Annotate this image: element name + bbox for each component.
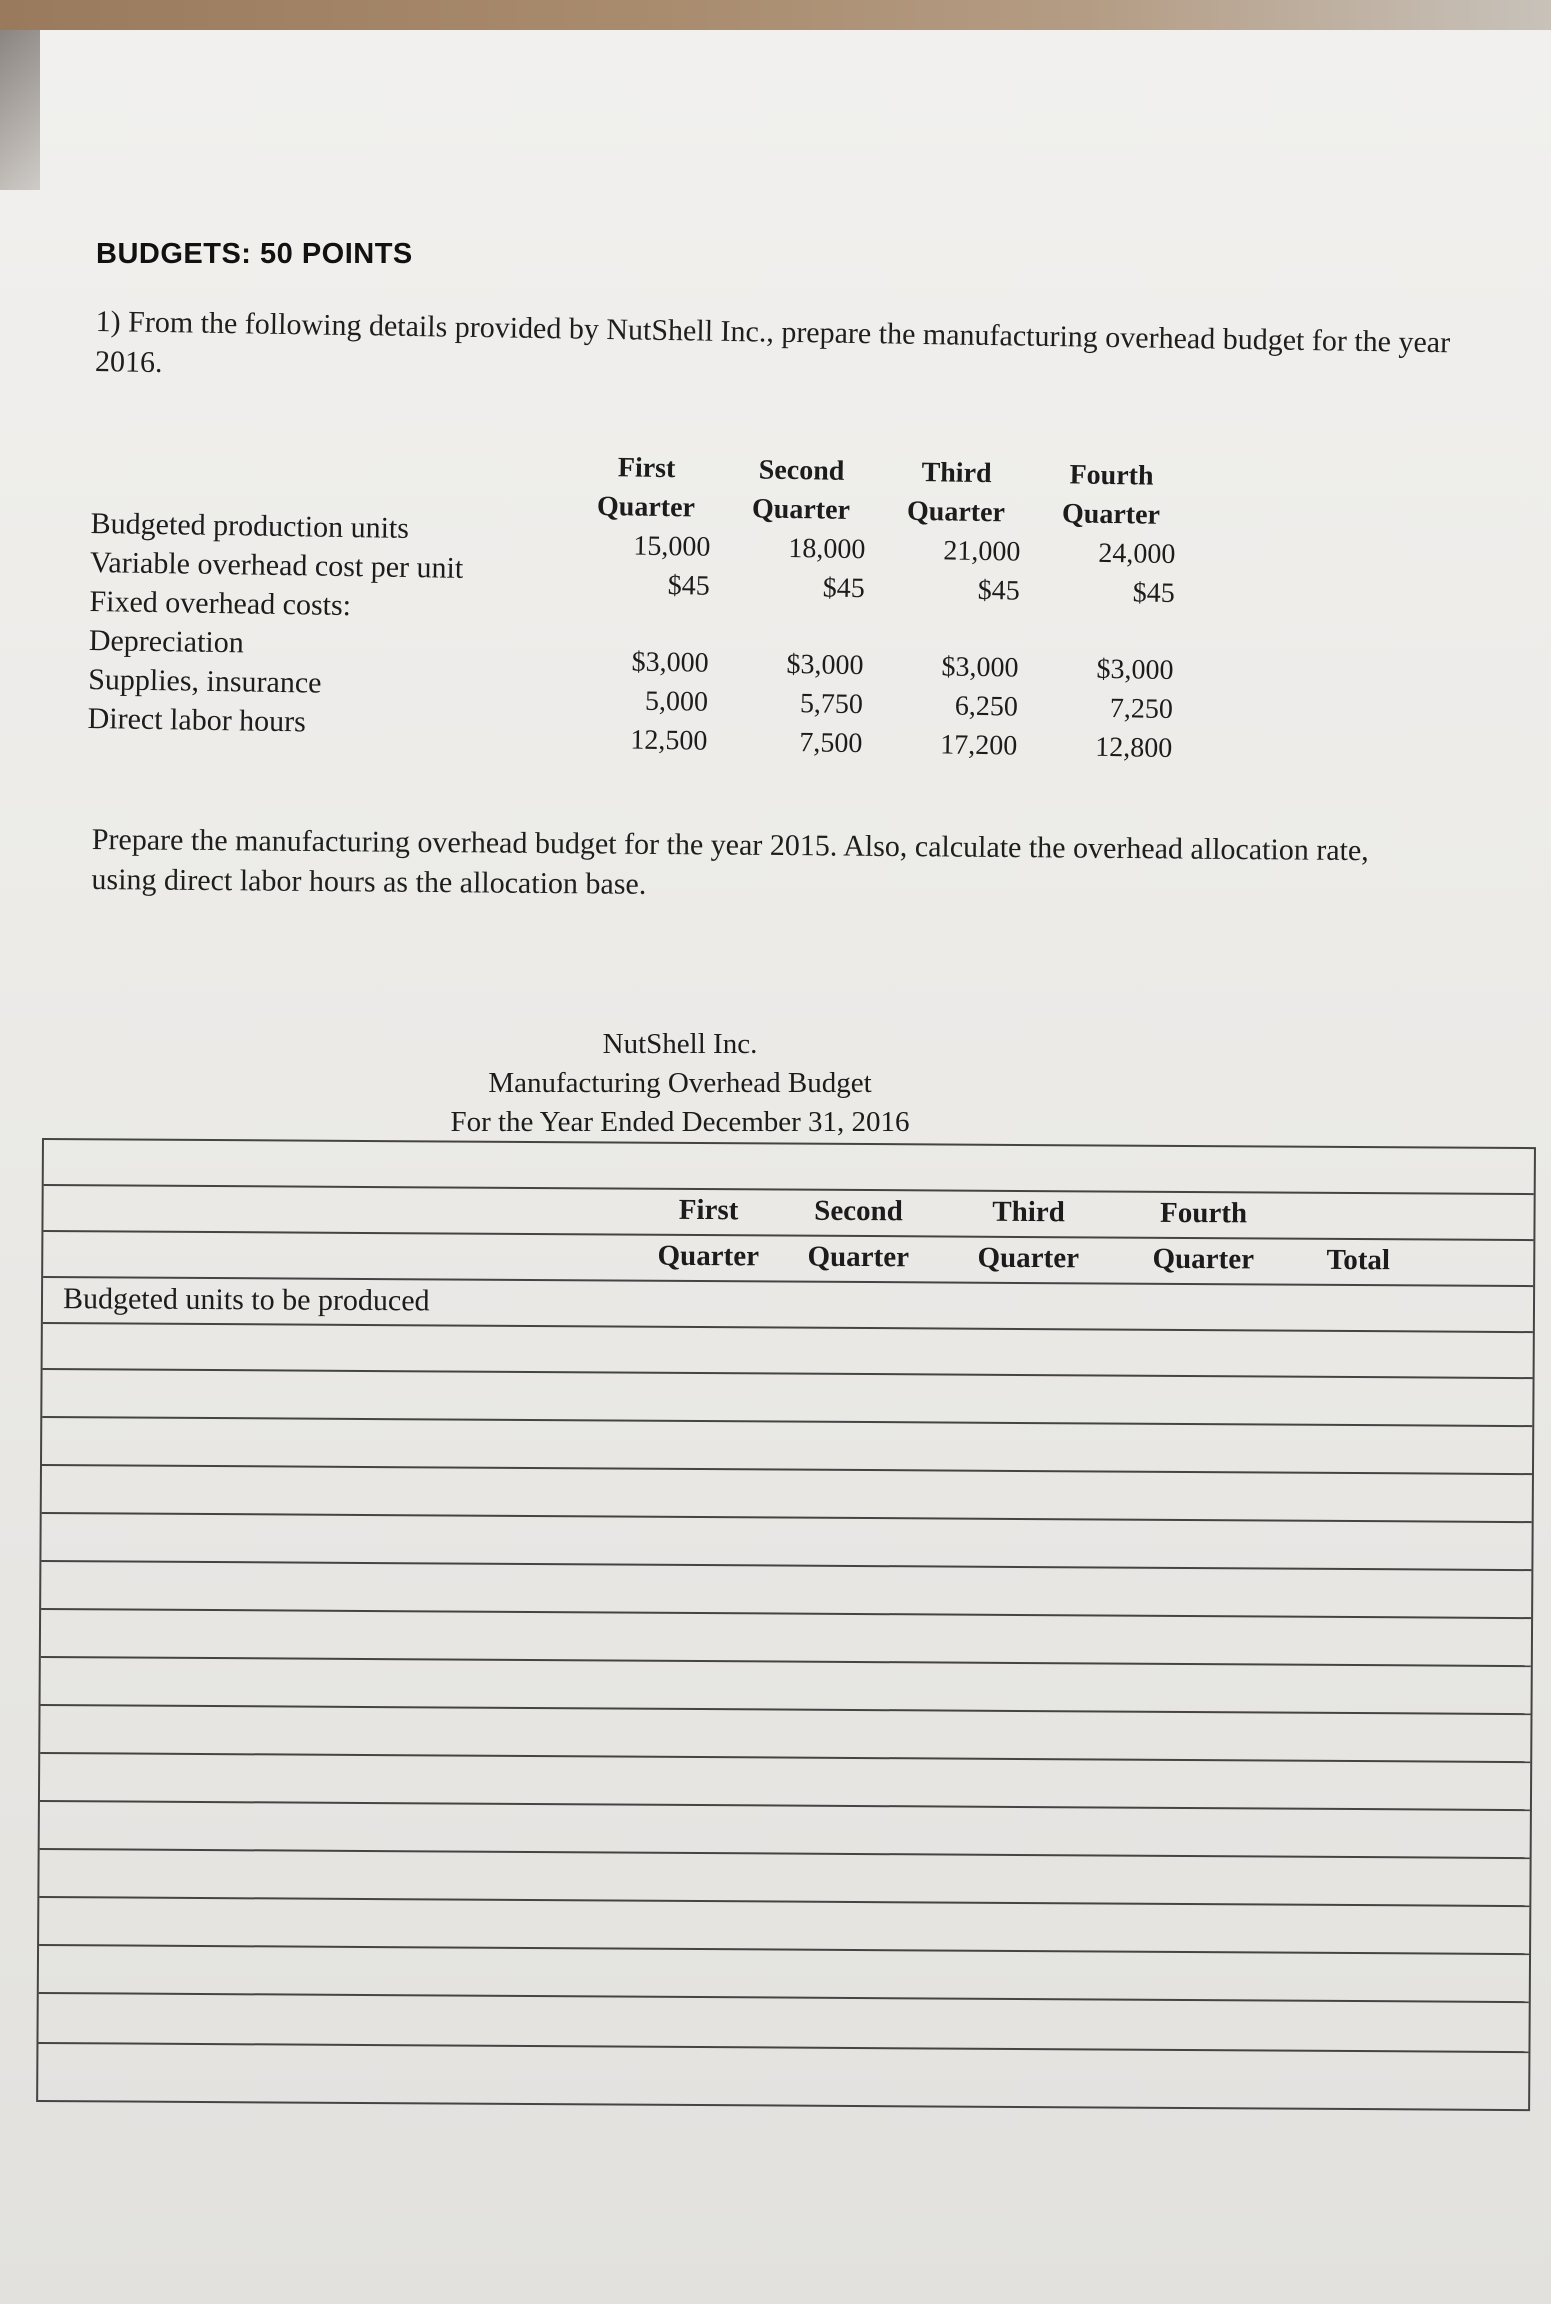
q1-labor-hours: 12,500 (630, 724, 708, 757)
worksheet-page (0, 30, 1551, 2304)
q4-units: 24,000 (1098, 537, 1176, 571)
row-label-budgeted-units: Budgeted units to be produced (62, 1282, 430, 1318)
q3-labor-hours: 17,200 (940, 729, 1018, 762)
budget-period: For the Year Ended December 31, 2016 (450, 1106, 910, 1138)
q4-header-line1: Fourth (1069, 459, 1154, 492)
hdr-second: Second (814, 1194, 903, 1228)
hdr-total: Total (1326, 1243, 1391, 1277)
label-depreciation: Depreciation (88, 623, 245, 660)
q1-var-cost: $45 (667, 570, 711, 602)
label-budgeted-production-units: Budgeted production units (90, 506, 410, 545)
hdr-first: First (678, 1193, 739, 1227)
q1-depreciation: $3,000 (631, 646, 709, 679)
label-supplies-insurance: Supplies, insurance (87, 662, 322, 700)
q3-supplies: 6,250 (954, 690, 1019, 723)
q4-var-cost: $45 (1132, 577, 1175, 610)
q2-labor-hours: 7,500 (799, 727, 863, 760)
q1-header-line2: Quarter (596, 490, 696, 524)
q2-header-line2: Quarter (751, 493, 851, 526)
budget-company-name: NutShell Inc. (602, 1028, 758, 1060)
question-1-text: 1) From the following details provided by NutShell Inc., prepare the manufacturing overhead budget for the year 2016. (94, 304, 1451, 380)
budget-answer-table (36, 1138, 1536, 2111)
hdr-fourth: Fourth (1159, 1196, 1248, 1230)
q2-units: 18,000 (788, 532, 866, 566)
q3-header-line2: Quarter (906, 495, 1006, 529)
q4-supplies: 7,250 (1109, 693, 1174, 726)
q2-supplies: 5,750 (799, 688, 864, 721)
hdr-third: Third (992, 1195, 1065, 1229)
q3-units: 21,000 (943, 535, 1021, 568)
q1-supplies: 5,000 (644, 685, 709, 718)
hdr-q1: Quarter (657, 1239, 760, 1273)
q4-labor-hours: 12,800 (1095, 731, 1173, 765)
given-col-q3 (887, 453, 1022, 766)
q2-header-line1: Second (758, 454, 845, 487)
q4-header-line2: Quarter (1061, 498, 1161, 531)
given-row-labels (87, 504, 464, 744)
page-shadow (0, 30, 40, 190)
given-col-q2 (732, 450, 867, 763)
q2-depreciation: $3,000 (786, 648, 864, 682)
given-col-q4 (1042, 455, 1177, 768)
q3-depreciation: $3,000 (941, 651, 1019, 684)
q3-header-line1: Third (921, 457, 992, 490)
budget-title: Manufacturing Overhead Budget (488, 1067, 872, 1099)
table-row (38, 1992, 1528, 2053)
given-col-q1 (577, 448, 712, 761)
label-fixed-overhead-costs: Fixed overhead costs: (89, 584, 352, 623)
q3-var-cost: $45 (977, 574, 1020, 607)
instruction-text: Prepare the manufacturing overhead budget for the year 2015. Also, calculate the overhead allocation rate, using direct labor hours as the allocation base. (91, 822, 1369, 901)
given-data-table (87, 440, 1192, 787)
q4-depreciation: $3,000 (1096, 653, 1174, 687)
hdr-q3: Quarter (977, 1241, 1080, 1275)
hdr-q2: Quarter (807, 1240, 910, 1274)
label-variable-overhead-cost: Variable overhead cost per unit (89, 545, 464, 585)
q1-header-line1: First (617, 452, 676, 485)
label-direct-labor-hours: Direct labor hours (87, 701, 307, 739)
q2-var-cost: $45 (822, 572, 866, 605)
page-heading: BUDGETS: 50 POINTS (96, 238, 413, 270)
q1-units: 15,000 (633, 530, 711, 563)
hdr-q4: Quarter (1152, 1242, 1255, 1276)
